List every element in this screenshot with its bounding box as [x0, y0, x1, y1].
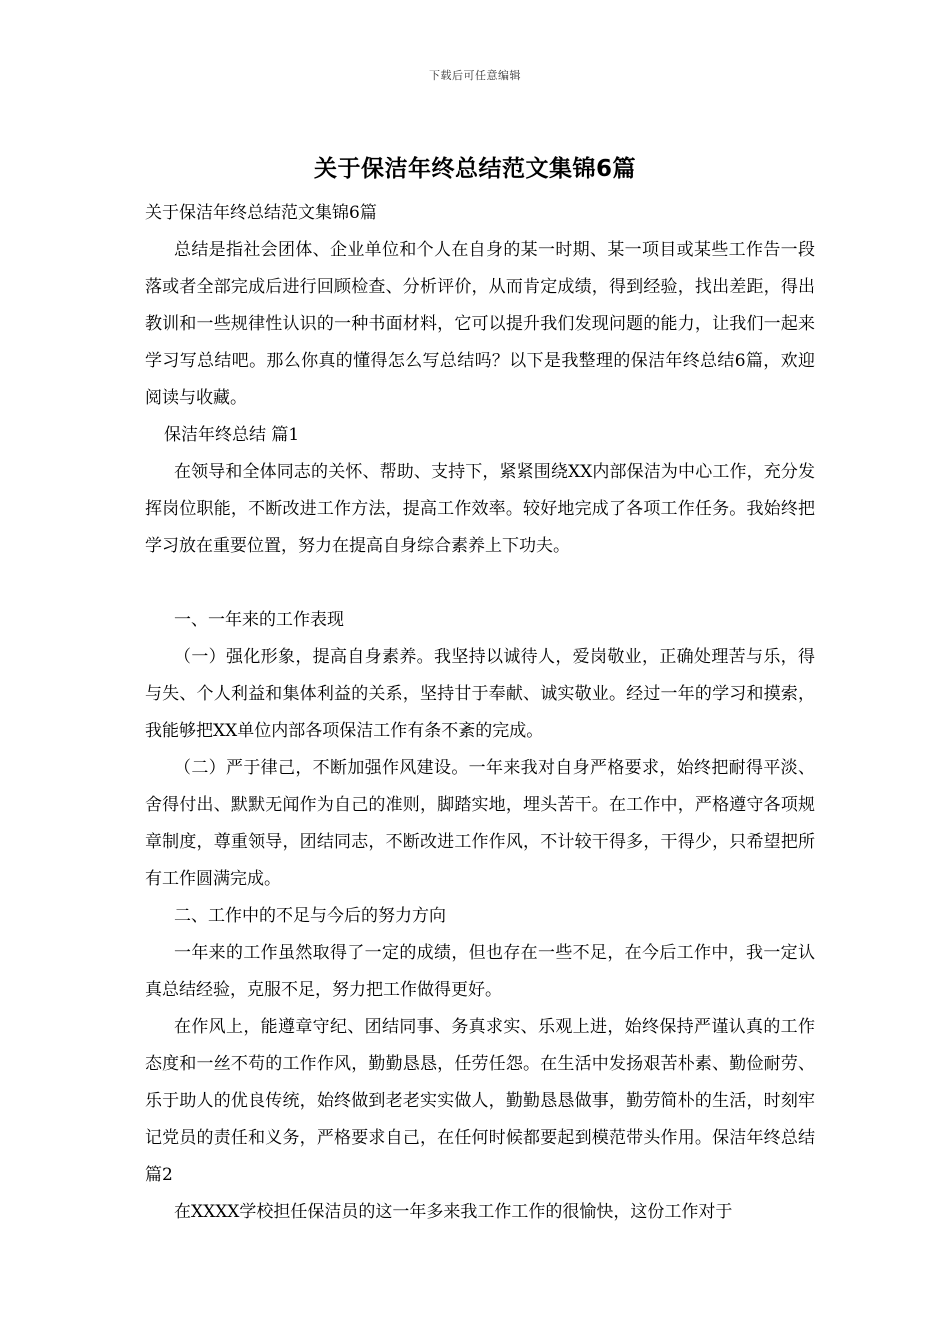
section-heading-part1: 保洁年终总结 篇1: [164, 425, 300, 445]
subtitle-line: 关于保洁年终总结范文集锦6篇: [145, 203, 377, 223]
blank-line: [145, 565, 815, 602]
header-note: 下载后可任意编辑: [429, 69, 521, 82]
heading-shortcomings: 二、工作中的不足与今后的努力方向: [174, 906, 446, 926]
paragraph-self-discipline: （二）严于律己，不断加强作风建设。一年来我对自身严格要求，始终把耐得平淡、舍得付出、默默无闻作为自己的准则，脚踏实地，埋头苦干。在工作中，严格遵守各项规章制度，尊重领导，团结同志，不断改进工作作风，不计较干得多，干得少，只希望把所有工作圆满完成。: [145, 758, 815, 889]
document-title: 关于保洁年终总结范文集锦6篇: [313, 156, 636, 182]
paragraph-work-style: 在作风上，能遵章守纪、团结同事、务真求实、乐观上进，始终保持严谨认真的工作态度和一丝不苟的工作作风，勤勤恳恳，任劳任怨。在生活中发扬艰苦朴素、勤俭耐劳、乐于助人的优良传统，始终做到老老实实做人，勤勤恳恳做事，勤劳简朴的生活，时刻牢记党员的责任和义务，严格要求自己，在任何时候都要起到模范带头作用。保洁年终总结 篇2: [145, 1017, 815, 1185]
intro-paragraph: 总结是指社会团体、企业单位和个人在自身的某一时期、某一项目或某些工作告一段落或者全部完成后进行回顾检查、分析评价，从而肯定成绩，得到经验，找出差距，得出教训和一些规律性认识的一种书面材料，它可以提升我们发现问题的能力，让我们一起来学习写总结吧。那么你真的懂得怎么写总结吗？以下是我整理的保洁年终总结6篇，欢迎阅读与收藏。: [145, 240, 815, 408]
document-body: [145, 195, 815, 1231]
paragraph-part1-intro: 在领导和全体同志的关怀、帮助、支持下，紧紧围绕XX内部保洁为中心工作，充分发挥岗位职能，不断改进工作方法，提高工作效率。较好地完成了各项工作任务。我始终把学习放在重要位置，努力在提高自身综合素养上下功夫。: [145, 462, 815, 556]
paragraph-shortcomings: 一年来的工作虽然取得了一定的成绩，但也存在一些不足，在今后工作中，我一定认真总结经验，克服不足，努力把工作做得更好。: [145, 943, 815, 1000]
paragraph-part2-start: 在XXXX学校担任保洁员的这一年多来我工作工作的很愉快，这份工作对于: [174, 1202, 733, 1222]
paragraph-strengthen-image: （一）强化形象，提高自身素养。我坚持以诚待人，爱岗敬业，正确处理苦与乐，得与失、个人利益和集体利益的关系，坚持甘于奉献、诚实敬业。经过一年的学习和摸索，我能够把XX单位内部各项保洁工作有条不紊的完成。: [145, 647, 815, 741]
heading-work-performance: 一、一年来的工作表现: [174, 610, 344, 630]
